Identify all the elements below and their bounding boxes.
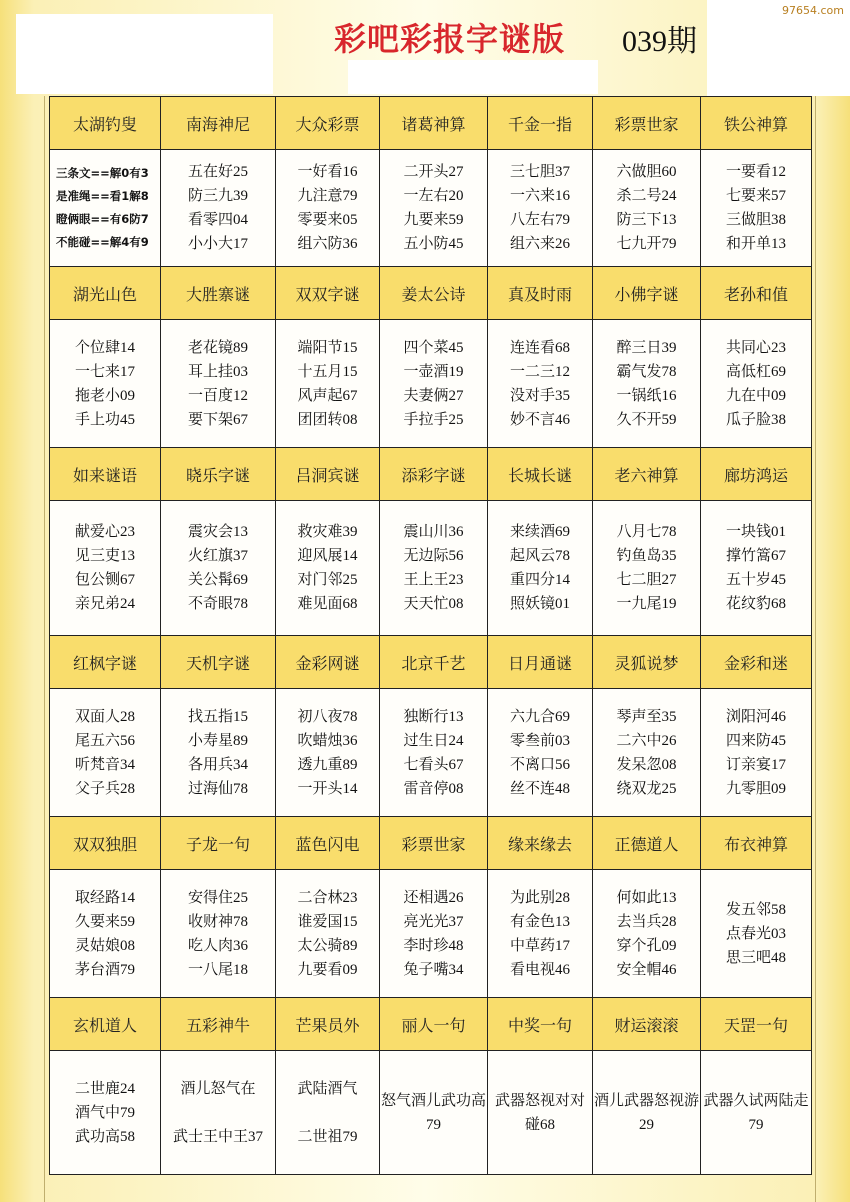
riddle-content-cell	[50, 150, 161, 267]
riddle-line: 二世祖79	[297, 1128, 358, 1145]
riddle-content-cell	[701, 320, 812, 448]
riddle-line: 防三九39	[187, 188, 248, 204]
riddle-line: 八左右79	[509, 212, 570, 228]
riddle-line: 六九合69	[509, 708, 570, 725]
riddle-content-cell	[276, 150, 380, 267]
riddle-line: 九要来59	[403, 212, 464, 228]
riddle-content-cell	[701, 870, 812, 998]
riddle-content-cell	[701, 689, 812, 817]
riddle-line: 四来防45	[725, 732, 786, 749]
riddle-line: 二世鹿24	[74, 1080, 135, 1097]
author-name-cell: 千金一指	[488, 97, 593, 150]
riddle-line: 一壶酒19	[403, 363, 464, 380]
riddle-content-cell	[276, 320, 380, 448]
author-name-cell: 添彩字谜	[380, 448, 488, 501]
author-name-cell: 北京千艺	[380, 636, 488, 689]
riddle-content-cell	[50, 501, 161, 636]
author-name-cell: 金彩和迷	[701, 636, 812, 689]
author-name-cell: 缘来缘去	[488, 817, 593, 870]
riddle-line: 个位肆14	[74, 339, 135, 356]
section-content-row	[50, 320, 812, 448]
riddle-line: 重四分14	[509, 572, 570, 588]
riddle-line: 丝不连48	[509, 780, 570, 797]
riddle-line: 为此别28	[509, 889, 570, 906]
riddle-line: 独断行13	[403, 708, 464, 725]
riddle-line: 透九重89	[297, 756, 358, 773]
author-name-cell: 大胜寨谜	[161, 267, 276, 320]
riddle-content-cell	[161, 320, 276, 448]
riddle-line: 震灾会13	[187, 524, 248, 540]
section-content-row	[50, 689, 812, 817]
riddle-line: 久不开59	[616, 411, 677, 428]
riddle-line: 献爱心23	[74, 524, 135, 540]
author-name-cell: 日月通谜	[488, 636, 593, 689]
riddle-content-cell	[161, 501, 276, 636]
riddle-line: 是准绳==看1解8	[56, 189, 149, 203]
author-name-cell: 真及时雨	[488, 267, 593, 320]
riddle-line: 点春光03	[725, 925, 786, 942]
riddle-content-cell	[488, 1051, 593, 1175]
riddle-line: 组六防36	[297, 236, 358, 252]
author-name-cell: 诸葛神算	[380, 97, 488, 150]
author-name-cell: 姜太公诗	[380, 267, 488, 320]
riddle-line: 五小防45	[403, 236, 464, 252]
author-name-cell: 布衣神算	[701, 817, 812, 870]
author-name-cell: 老六神算	[593, 448, 701, 501]
riddle-line: 琴声至35	[616, 708, 677, 725]
riddle-line: 思三吧48	[725, 949, 786, 966]
author-name-cell: 双双字谜	[276, 267, 380, 320]
riddle-line: 一开头14	[297, 780, 358, 797]
riddle-grid	[49, 96, 812, 1175]
riddle-content-cell	[701, 1051, 812, 1175]
riddle-line	[276, 1101, 379, 1125]
riddle-line: 老花镜89	[187, 339, 248, 356]
riddle-line: 父子兵28	[74, 780, 135, 797]
author-name-cell: 如来谜语	[50, 448, 161, 501]
riddle-line: 浏阳河46	[725, 708, 786, 725]
riddle-content-cell	[593, 501, 701, 636]
riddle-content-cell	[380, 1051, 488, 1175]
author-name-cell: 天罡一句	[701, 998, 812, 1051]
riddle-line: 和开单13	[725, 236, 786, 252]
riddle-line: 雷音停08	[403, 780, 464, 797]
riddle-line: 组六来26	[509, 236, 570, 252]
riddle-line: 何如此13	[616, 889, 677, 906]
section-header-row	[50, 817, 812, 870]
riddle-line: 五十岁45	[725, 572, 786, 588]
riddle-line: 瞪俩眼==有6防7	[56, 212, 149, 226]
section-content-row	[50, 501, 812, 636]
riddle-line: 一好看16	[297, 164, 358, 180]
riddle-line: 还相遇26	[403, 889, 464, 906]
riddle-line: 夫妻俩27	[403, 387, 464, 404]
riddle-line: 不奇眼78	[187, 596, 248, 612]
riddle-line: 五在好25	[187, 164, 248, 180]
riddle-line: 风声起67	[297, 387, 358, 404]
riddle-content-cell	[161, 689, 276, 817]
riddle-line: 三七胆37	[509, 164, 570, 180]
riddle-line: 九在中09	[725, 387, 786, 404]
riddle-line: 亲兄弟24	[74, 596, 135, 612]
riddle-line: 吹蜡烛36	[297, 732, 358, 749]
riddle-content-cell	[50, 689, 161, 817]
riddle-line: 二开头27	[403, 164, 464, 180]
riddle-content-cell	[701, 501, 812, 636]
riddle-line: 三条文==解0有3	[56, 166, 149, 180]
riddle-content-cell	[593, 150, 701, 267]
riddle-line: 发呆忽08	[616, 756, 677, 773]
riddle-line: 王上王23	[403, 572, 464, 588]
section-header-row	[50, 267, 812, 320]
riddle-line: 花纹豹68	[725, 596, 786, 612]
riddle-line: 小小大17	[187, 236, 248, 252]
riddle-line: 灵姑娘08	[74, 937, 135, 954]
riddle-content-cell	[488, 689, 593, 817]
riddle-line: 一八尾18	[187, 961, 248, 978]
riddle-line: 尾五六56	[74, 732, 135, 749]
riddle-line: 一锅纸16	[616, 387, 677, 404]
riddle-line: 天天忙08	[403, 596, 464, 612]
riddle-line: 中草药17	[509, 937, 570, 954]
riddle-line: 取经路14	[74, 889, 135, 906]
riddle-line: 瓜子脸38	[725, 411, 786, 428]
author-name-cell: 金彩网谜	[276, 636, 380, 689]
author-name-cell: 太湖钓叟	[50, 97, 161, 150]
riddle-line: 一块钱01	[725, 524, 786, 540]
riddle-line: 武器怒视对对碰68	[494, 1092, 585, 1133]
riddle-line: 二六中26	[616, 732, 677, 749]
author-name-cell: 蓝色闪电	[276, 817, 380, 870]
riddle-content-cell	[593, 870, 701, 998]
issue-number: 039期	[622, 25, 697, 58]
author-name-cell: 灵狐说梦	[593, 636, 701, 689]
riddle-line: 钓鱼岛35	[616, 548, 677, 564]
riddle-line: 防三下13	[616, 212, 677, 228]
riddle-line: 耳上挂03	[187, 363, 248, 380]
riddle-line: 茅台酒79	[74, 961, 135, 978]
riddle-line: 手上功45	[74, 411, 135, 428]
riddle-line: 高低杠69	[725, 363, 786, 380]
riddle-content-cell	[161, 1051, 276, 1175]
riddle-line: 安全帽46	[616, 961, 677, 978]
riddle-line: 包公铡67	[74, 572, 135, 588]
author-name-cell: 南海神尼	[161, 97, 276, 150]
riddle-line: 一二三12	[509, 363, 570, 380]
riddle-line: 不能碰==解4有9	[56, 235, 149, 249]
author-name-cell: 财运滚滚	[593, 998, 701, 1051]
author-name-cell: 双双独胆	[50, 817, 161, 870]
riddle-line: 不离口56	[509, 756, 570, 773]
riddle-line: 杀二号24	[616, 188, 677, 204]
riddle-line: 订亲宴17	[725, 756, 786, 773]
riddle-line: 救灾难39	[297, 524, 358, 540]
riddle-line: 零叁前03	[509, 732, 570, 749]
riddle-line: 来续酒69	[509, 524, 570, 540]
riddle-content-cell	[488, 501, 593, 636]
riddle-line: 迎风展14	[297, 548, 358, 564]
author-name-cell: 老孙和值	[701, 267, 812, 320]
riddle-content-cell	[50, 1051, 161, 1175]
riddle-line: 谁爱国15	[297, 913, 358, 930]
riddle-content-cell	[161, 870, 276, 998]
riddle-line: 七要来57	[725, 188, 786, 204]
riddle-line: 亮光光37	[403, 913, 464, 930]
riddle-line: 过生日24	[403, 732, 464, 749]
riddle-line: 过海仙78	[187, 780, 248, 797]
page-title: 彩吧彩报字谜版	[334, 20, 566, 58]
riddle-line: 初八夜78	[297, 708, 358, 725]
riddle-line: 一百度12	[187, 387, 248, 404]
riddle-line: 一七来17	[74, 363, 135, 380]
riddle-content-cell	[701, 150, 812, 267]
riddle-content-cell	[593, 320, 701, 448]
frame-line-left	[44, 96, 45, 1202]
author-name-cell: 红枫字谜	[50, 636, 161, 689]
author-name-cell: 彩票世家	[593, 97, 701, 150]
riddle-line: 九注意79	[297, 188, 358, 204]
riddle-line: 拖老小09	[74, 387, 135, 404]
riddle-line: 酒气中79	[74, 1104, 135, 1121]
riddle-content-cell	[380, 501, 488, 636]
riddle-line: 难见面68	[297, 596, 358, 612]
riddle-line: 霸气发78	[616, 363, 677, 380]
watermark: 97654.com	[782, 4, 844, 17]
riddle-line: 发五邻58	[725, 901, 786, 918]
riddle-line: 十五月15	[297, 363, 358, 380]
riddle-content-cell	[161, 150, 276, 267]
author-name-cell: 彩票世家	[380, 817, 488, 870]
author-name-cell: 丽人一句	[380, 998, 488, 1051]
frame-line-right	[815, 96, 816, 1202]
section-content-row	[50, 870, 812, 998]
riddle-line: 安得住25	[187, 889, 248, 906]
riddle-line: 太公骑89	[297, 937, 358, 954]
riddle-content-cell	[593, 689, 701, 817]
riddle-content-cell	[380, 689, 488, 817]
riddle-line: 一九尾19	[616, 596, 677, 612]
riddle-line: 照妖镜01	[509, 596, 570, 612]
section-header-row	[50, 998, 812, 1051]
riddle-line: 零要来05	[297, 212, 358, 228]
riddle-line: 共同心23	[725, 339, 786, 356]
author-name-cell: 子龙一句	[161, 817, 276, 870]
riddle-line: 火红旗37	[187, 548, 248, 564]
riddle-line: 连连看68	[509, 339, 570, 356]
blank-panel-left	[16, 14, 273, 94]
riddle-line	[161, 1101, 275, 1125]
section-content-row	[50, 150, 812, 267]
author-name-cell: 中奖一句	[488, 998, 593, 1051]
riddle-line: 找五指15	[187, 708, 248, 725]
riddle-line: 端阳节15	[297, 339, 358, 356]
riddle-content-cell	[593, 1051, 701, 1175]
riddle-line: 酒儿怒气在	[180, 1080, 256, 1097]
riddle-line: 去当兵28	[616, 913, 677, 930]
author-name-cell: 大众彩票	[276, 97, 380, 150]
author-name-cell: 天机字谜	[161, 636, 276, 689]
riddle-line: 看电视46	[509, 961, 570, 978]
riddle-content-cell	[380, 320, 488, 448]
riddle-line: 怒气酒儿武功高79	[380, 1092, 486, 1133]
riddle-line: 七九开79	[616, 236, 677, 252]
riddle-line: 小寿星89	[187, 732, 248, 749]
riddle-line: 武器久试两陆走79	[703, 1092, 809, 1133]
riddle-content-cell	[50, 320, 161, 448]
author-name-cell: 五彩神牛	[161, 998, 276, 1051]
riddle-line: 没对手35	[509, 387, 570, 404]
riddle-line: 六做胆60	[616, 164, 677, 180]
riddle-line: 一要看12	[725, 164, 786, 180]
author-name-cell: 玄机道人	[50, 998, 161, 1051]
riddle-content-cell	[276, 1051, 380, 1175]
blank-panel-center	[348, 60, 598, 94]
riddle-line: 听梵音34	[74, 756, 135, 773]
riddle-line: 李时珍48	[403, 937, 464, 954]
riddle-line: 武陆酒气	[297, 1080, 358, 1097]
riddle-line: 起风云78	[509, 548, 570, 564]
riddle-line: 无边际56	[403, 548, 464, 564]
author-name-cell: 小佛字谜	[593, 267, 701, 320]
riddle-line: 九零胆09	[725, 780, 786, 797]
riddle-line: 一六来16	[509, 188, 570, 204]
riddle-line: 各用兵34	[187, 756, 248, 773]
riddle-line: 绕双龙25	[616, 780, 677, 797]
section-content-row	[50, 1051, 812, 1175]
riddle-line: 双面人28	[74, 708, 135, 725]
riddle-line: 武功高58	[74, 1128, 135, 1145]
riddle-content-cell	[488, 870, 593, 998]
riddle-content-cell	[276, 870, 380, 998]
author-name-cell: 晓乐字谜	[161, 448, 276, 501]
riddle-content-cell	[488, 150, 593, 267]
riddle-content-cell	[380, 870, 488, 998]
riddle-line: 要下架67	[187, 411, 248, 428]
author-name-cell: 正德道人	[593, 817, 701, 870]
riddle-content-cell	[380, 150, 488, 267]
riddle-line: 八月七78	[616, 524, 677, 540]
riddle-line: 二合林23	[297, 889, 358, 906]
riddle-line: 酒儿武器怒视游29	[593, 1092, 699, 1133]
riddle-line: 对门邻25	[297, 572, 358, 588]
riddle-line: 穿个孔09	[616, 937, 677, 954]
riddle-line: 兔子嘴34	[403, 961, 464, 978]
riddle-line: 久要来59	[74, 913, 135, 930]
riddle-line: 关公髯69	[187, 572, 248, 588]
section-header-row	[50, 97, 812, 150]
riddle-line: 见三吏13	[74, 548, 135, 564]
riddle-line: 七二胆27	[616, 572, 677, 588]
author-name-cell: 湖光山色	[50, 267, 161, 320]
riddle-line: 收财神78	[187, 913, 248, 930]
section-header-row	[50, 448, 812, 501]
riddle-line: 手拉手25	[403, 411, 464, 428]
author-name-cell: 芒果员外	[276, 998, 380, 1051]
riddle-line: 七看头67	[403, 756, 464, 773]
riddle-content-cell	[488, 320, 593, 448]
riddle-line: 撑竹篙67	[725, 548, 786, 564]
riddle-content-cell	[50, 870, 161, 998]
author-name-cell: 吕洞宾谜	[276, 448, 380, 501]
riddle-line: 震山川36	[403, 524, 464, 540]
riddle-content-cell	[276, 689, 380, 817]
riddle-line: 吃人肉36	[187, 937, 248, 954]
author-name-cell: 长城长谜	[488, 448, 593, 501]
author-name-cell: 铁公神算	[701, 97, 812, 150]
riddle-line: 醉三日39	[616, 339, 677, 356]
riddle-line: 三做胆38	[725, 212, 786, 228]
riddle-line: 团团转08	[297, 411, 358, 428]
section-header-row	[50, 636, 812, 689]
riddle-line: 有金色13	[509, 913, 570, 930]
riddle-line: 看零四04	[187, 212, 248, 228]
riddle-content-cell	[276, 501, 380, 636]
riddle-line: 一左右20	[403, 188, 464, 204]
author-name-cell: 廊坊鸿运	[701, 448, 812, 501]
riddle-line: 九要看09	[297, 961, 358, 978]
riddle-line: 妙不言46	[509, 411, 570, 428]
riddle-line: 四个菜45	[403, 339, 464, 356]
riddle-line: 武士王中王37	[172, 1128, 263, 1145]
